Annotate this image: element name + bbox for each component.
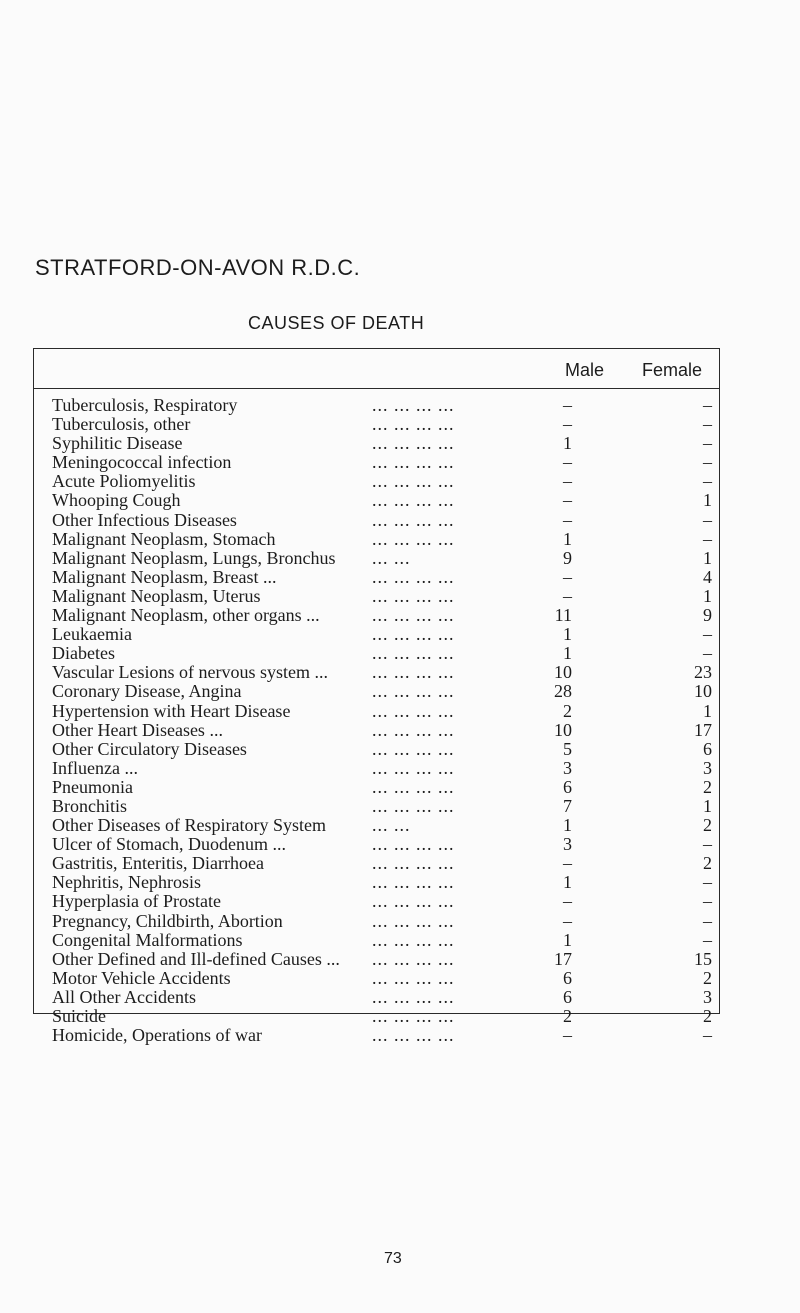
male-count: – (563, 395, 572, 415)
male-count: – (563, 566, 572, 587)
male-count: – (563, 414, 572, 435)
cause-label: All Other Accidents (52, 986, 196, 1007)
female-count: – (703, 528, 712, 549)
cause-label: Hyperplasia of Prostate (52, 891, 221, 912)
table-row (52, 682, 712, 701)
table-row (52, 549, 712, 568)
table-row (52, 969, 712, 988)
table-row (52, 797, 712, 816)
male-count: – (563, 490, 572, 511)
female-count: – (703, 1025, 712, 1046)
cause-label: Malignant Neoplasm, other organs ... (52, 605, 320, 626)
male-count: 7 (563, 795, 572, 816)
cause-label: Bronchitis (52, 795, 127, 816)
leader-dots: ... ... ... ... (372, 605, 455, 626)
male-count: – (563, 452, 572, 473)
leader-dots: ... ... ... ... (372, 872, 455, 893)
leader-dots: ... ... ... ... (372, 662, 455, 683)
leader-dots: ... ... ... ... (372, 910, 455, 931)
leader-dots: ... ... ... ... (372, 795, 455, 816)
female-count: 9 (703, 605, 712, 626)
table-body (52, 396, 712, 1045)
leader-dots: ... ... ... ... (372, 624, 455, 645)
male-count: 10 (554, 719, 572, 740)
table-row (52, 1007, 712, 1026)
table-row (52, 912, 712, 931)
female-count: – (703, 414, 712, 435)
table-row (52, 778, 712, 797)
leader-dots: ... ... ... ... (372, 834, 455, 855)
leader-dots: ... ... ... ... (372, 585, 455, 606)
female-count: – (703, 834, 712, 855)
female-count: – (703, 643, 712, 664)
table-row (52, 415, 712, 434)
leader-dots: ... ... ... ... (372, 700, 455, 721)
male-count: – (563, 509, 572, 530)
male-count: 1 (563, 643, 572, 664)
male-count: – (563, 910, 572, 931)
cause-label: Malignant Neoplasm, Lungs, Bronchus (52, 547, 336, 568)
leader-dots: ... ... ... ... (372, 490, 455, 511)
table-row (52, 568, 712, 587)
cause-label: Leukaemia (52, 624, 132, 645)
female-count: 10 (694, 681, 712, 702)
female-count: – (703, 452, 712, 473)
female-count: – (703, 509, 712, 530)
cause-label: Nephritis, Nephrosis (52, 872, 201, 893)
leader-dots: ... ... ... ... (372, 929, 455, 950)
male-count: 1 (563, 528, 572, 549)
cause-label: Other Circulatory Diseases (52, 738, 247, 759)
female-count: 2 (703, 853, 712, 874)
male-count: 2 (563, 700, 572, 721)
male-count: 17 (554, 948, 572, 969)
female-count: 2 (703, 815, 712, 836)
male-count: – (563, 471, 572, 492)
female-count: 15 (694, 948, 712, 969)
leader-dots: ... ... ... ... (372, 948, 455, 969)
table-row (52, 396, 712, 415)
female-count: – (703, 471, 712, 492)
table-row (52, 644, 712, 663)
cause-label: Other Diseases of Respiratory System (52, 815, 326, 836)
female-count: 1 (703, 795, 712, 816)
female-count: 2 (703, 967, 712, 988)
male-count: 6 (563, 967, 572, 988)
female-count: – (703, 872, 712, 893)
female-count: 2 (703, 776, 712, 797)
cause-label: Motor Vehicle Accidents (52, 967, 231, 988)
female-count: – (703, 624, 712, 645)
cause-label: Malignant Neoplasm, Breast ... (52, 566, 277, 587)
table-row (52, 625, 712, 644)
table-row (52, 873, 712, 892)
table-row (52, 453, 712, 472)
leader-dots: ... ... ... ... (372, 853, 455, 874)
female-count: 1 (703, 547, 712, 568)
table-row (52, 759, 712, 778)
female-count: 3 (703, 986, 712, 1007)
female-count: 2 (703, 1006, 712, 1026)
cause-label: Influenza ... (52, 757, 138, 778)
cause-label: Homicide, Operations of war (52, 1025, 262, 1046)
leader-dots: ... ... ... ... (372, 1006, 455, 1026)
male-count: 9 (563, 547, 572, 568)
leader-dots: ... ... ... ... (372, 395, 455, 415)
table-row (52, 854, 712, 873)
male-count: 5 (563, 738, 572, 759)
table-row (52, 587, 712, 606)
cause-label: Diabetes (52, 643, 115, 664)
leader-dots: ... ... ... ... (372, 566, 455, 587)
female-count: 6 (703, 738, 712, 759)
cause-label: Malignant Neoplasm, Uterus (52, 585, 261, 606)
leader-dots: ... ... ... ... (372, 509, 455, 530)
table-row (52, 606, 712, 625)
page-title: STRATFORD-ON-AVON R.D.C. (35, 255, 361, 280)
male-count: 6 (563, 986, 572, 1007)
table-row (52, 434, 712, 453)
leader-dots: ... ... (372, 547, 411, 568)
table-row (52, 988, 712, 1007)
leader-dots: ... ... ... ... (372, 433, 455, 454)
male-count: 1 (563, 433, 572, 454)
female-count: – (703, 891, 712, 912)
male-count: 1 (563, 815, 572, 836)
leader-dots: ... ... ... ... (372, 681, 455, 702)
leader-dots: ... ... ... ... (372, 738, 455, 759)
leader-dots: ... ... ... ... (372, 967, 455, 988)
male-count: 11 (554, 605, 572, 626)
leader-dots: ... ... ... ... (372, 776, 455, 797)
male-count: – (563, 1025, 572, 1046)
male-count: 28 (554, 681, 572, 702)
table-row (52, 511, 712, 530)
male-count: 1 (563, 929, 572, 950)
female-count: – (703, 395, 712, 415)
female-count: 23 (694, 662, 712, 683)
leader-dots: ... ... ... ... (372, 1025, 455, 1046)
female-count: – (703, 910, 712, 931)
cause-label: Other Infectious Diseases (52, 509, 237, 530)
cause-label: Syphilitic Disease (52, 433, 183, 454)
male-count: 2 (563, 1006, 572, 1026)
table-row (52, 816, 712, 835)
page-number: 73 (384, 1250, 402, 1267)
table-row (52, 721, 712, 740)
leader-dots: ... ... ... ... (372, 528, 455, 549)
female-count: 1 (703, 700, 712, 721)
female-count: 1 (703, 490, 712, 511)
cause-label: Congenital Malformations (52, 929, 243, 950)
male-count: – (563, 853, 572, 874)
female-count: 17 (694, 719, 712, 740)
column-header-male: Male (565, 360, 605, 380)
cause-label: Tuberculosis, other (52, 414, 191, 435)
leader-dots: ... ... ... ... (372, 719, 455, 740)
male-count: – (563, 891, 572, 912)
leader-dots: ... ... ... ... (372, 757, 455, 778)
table-row (52, 663, 712, 682)
cause-label: Hypertension with Heart Disease (52, 700, 291, 721)
cause-label: Whooping Cough (52, 490, 181, 511)
leader-dots: ... ... ... ... (372, 891, 455, 912)
cause-label: Coronary Disease, Angina (52, 681, 242, 702)
table-row (52, 1026, 712, 1045)
cause-label: Gastritis, Enteritis, Diarrhoea (52, 853, 264, 874)
female-count: – (703, 433, 712, 454)
header-divider (33, 388, 720, 389)
table-row (52, 931, 712, 950)
male-count: 1 (563, 872, 572, 893)
cause-label: Other Heart Diseases ... (52, 719, 223, 740)
table-row (52, 740, 712, 759)
leader-dots: ... ... (372, 815, 411, 836)
male-count: 10 (554, 662, 572, 683)
leader-dots: ... ... ... ... (372, 452, 455, 473)
leader-dots: ... ... ... ... (372, 471, 455, 492)
cause-label: Suicide (52, 1006, 106, 1026)
cause-label: Vascular Lesions of nervous system ... (52, 662, 328, 683)
table-row (52, 530, 712, 549)
cause-label: Meningococcal infection (52, 452, 232, 473)
female-count: – (703, 929, 712, 950)
cause-label: Tuberculosis, Respiratory (52, 395, 238, 415)
column-header-female: Female (642, 360, 703, 380)
female-count: 4 (703, 566, 712, 587)
female-count: 1 (703, 585, 712, 606)
leader-dots: ... ... ... ... (372, 986, 455, 1007)
cause-label: Acute Poliomyelitis (52, 471, 196, 492)
cause-label: Pneumonia (52, 776, 133, 797)
table-row (52, 472, 712, 491)
male-count: 3 (563, 834, 572, 855)
table-title: CAUSES OF DEATH (248, 313, 425, 333)
leader-dots: ... ... ... ... (372, 414, 455, 435)
table-row (52, 491, 712, 510)
male-count: 6 (563, 776, 572, 797)
cause-label: Other Defined and Ill-defined Causes ... (52, 948, 340, 969)
female-count: 3 (703, 757, 712, 778)
table-row (52, 892, 712, 911)
cause-label: Ulcer of Stomach, Duodenum ... (52, 834, 286, 855)
male-count: 3 (563, 757, 572, 778)
leader-dots: ... ... ... ... (372, 643, 455, 664)
male-count: 1 (563, 624, 572, 645)
table-row (52, 950, 712, 969)
cause-label: Malignant Neoplasm, Stomach (52, 528, 276, 549)
table-row (52, 835, 712, 854)
male-count: – (563, 585, 572, 606)
cause-label: Pregnancy, Childbirth, Abortion (52, 910, 283, 931)
table-row (52, 702, 712, 721)
